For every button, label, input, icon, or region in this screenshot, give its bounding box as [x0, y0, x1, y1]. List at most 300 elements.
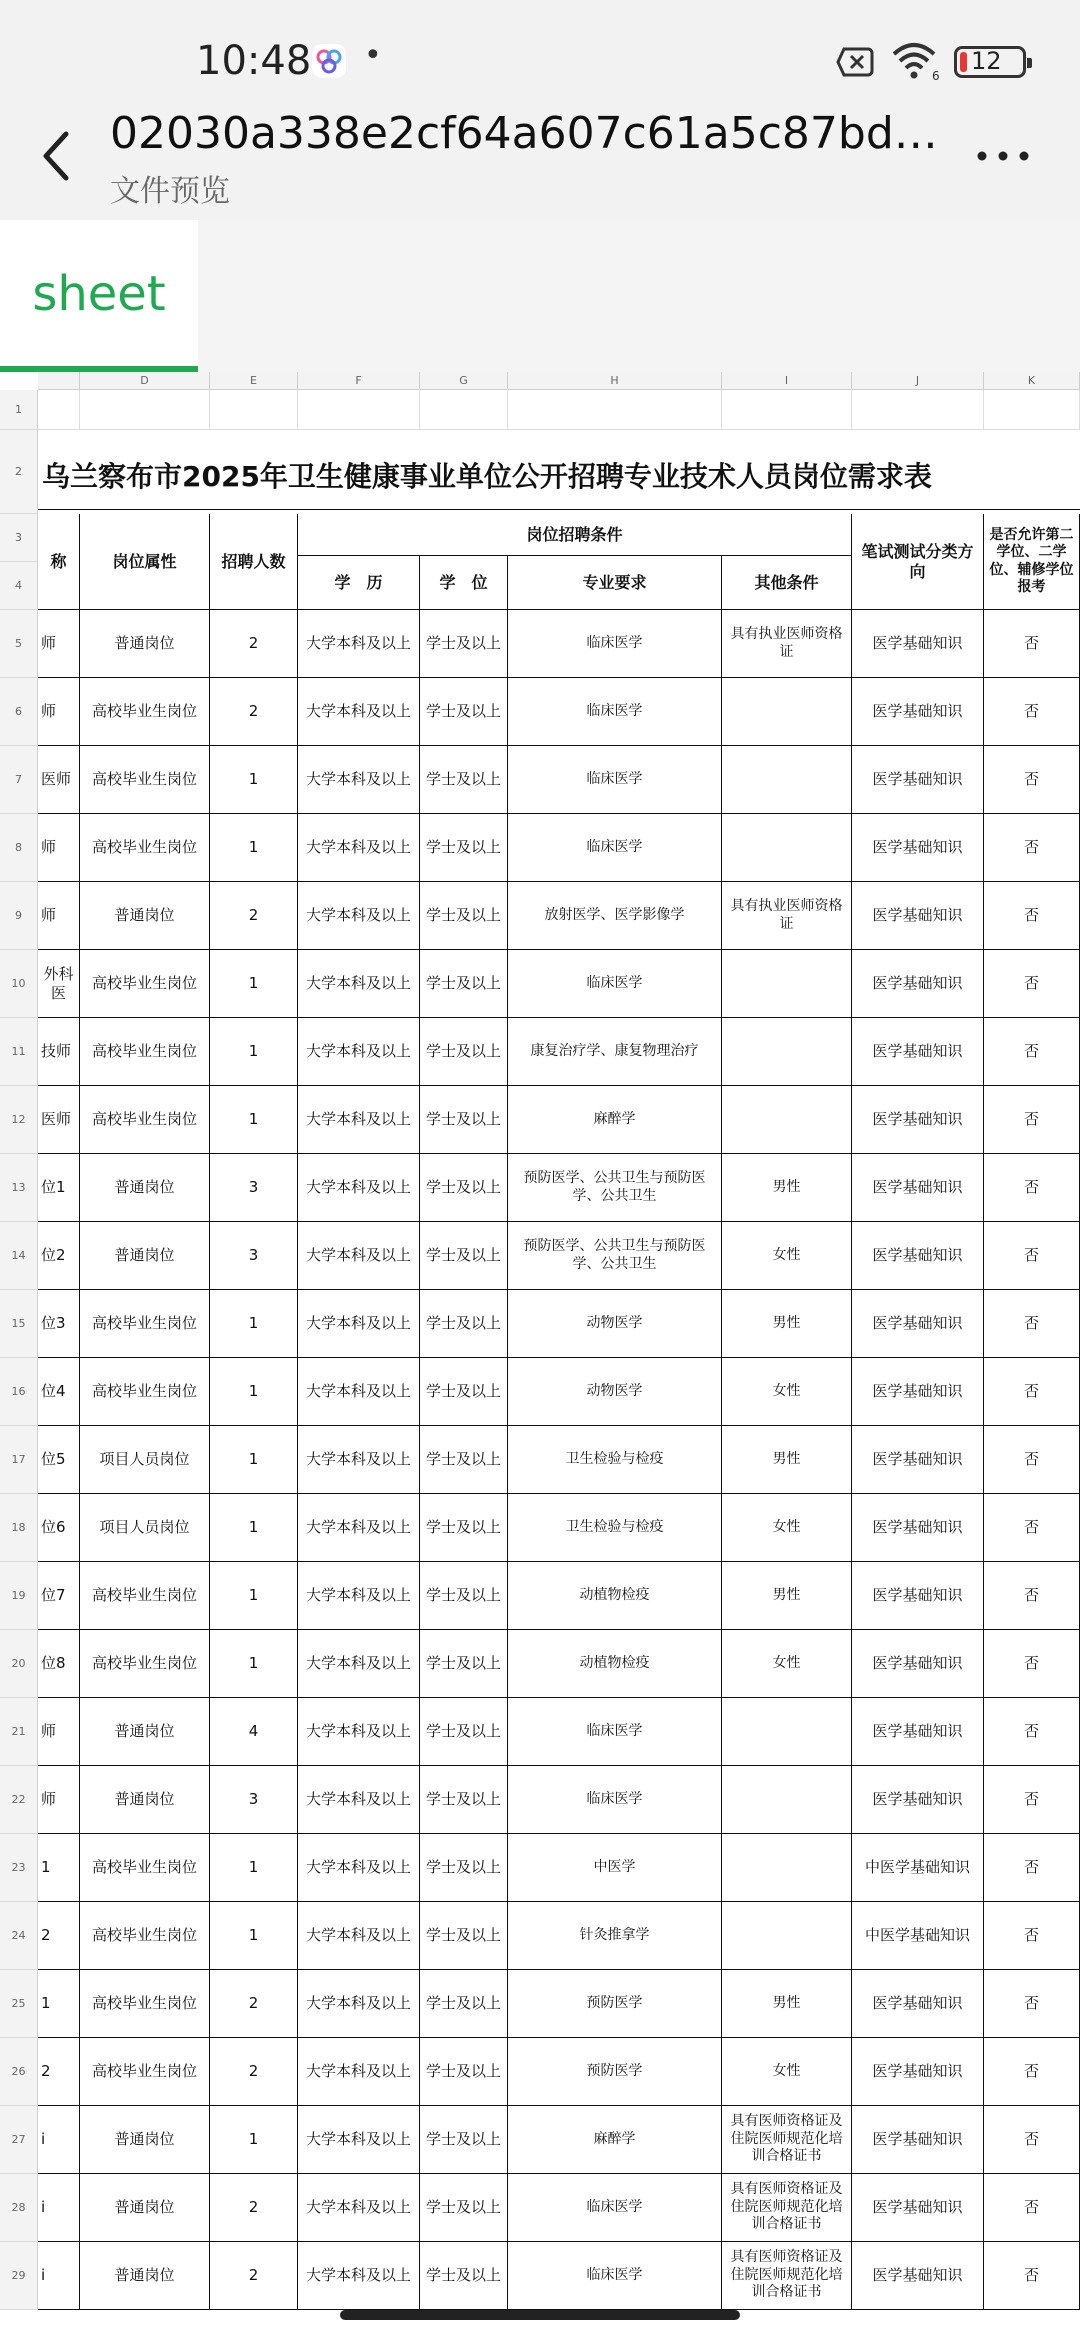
second-degree-cell[interactable]: 否 — [984, 1426, 1080, 1494]
degree-cell[interactable]: 学士及以上 — [420, 678, 508, 746]
other-conditions-cell[interactable]: 具有医师资格证及住院医师规范化培训合格证书 — [722, 2174, 852, 2242]
battery-percent: 12 — [971, 47, 1002, 75]
second-degree-cell[interactable]: 否 — [984, 1018, 1080, 1086]
exam-category-cell[interactable]: 医学基础知识 — [852, 2038, 984, 2106]
post-name-cell[interactable]: i — [38, 2106, 80, 2174]
post-name-cell[interactable]: 师 — [38, 678, 80, 746]
post-name-cell[interactable]: 2 — [38, 2038, 80, 2106]
row-header[interactable]: 15 — [0, 1290, 38, 1358]
degree-cell[interactable]: 学士及以上 — [420, 950, 508, 1018]
column-header-j[interactable]: J — [852, 372, 984, 390]
empty-cell[interactable] — [38, 390, 80, 430]
post-type-cell[interactable]: 普通岗位 — [80, 610, 210, 678]
education-cell[interactable]: 大学本科及以上 — [298, 1290, 420, 1358]
major-cell[interactable]: 预防医学 — [508, 2038, 722, 2106]
second-degree-cell[interactable]: 否 — [984, 1222, 1080, 1290]
post-name-cell[interactable]: 位8 — [38, 1630, 80, 1698]
second-degree-cell[interactable]: 否 — [984, 814, 1080, 882]
tab-sheet[interactable] — [0, 220, 198, 372]
post-type-cell[interactable]: 高校毕业生岗位 — [80, 1018, 210, 1086]
second-degree-cell[interactable]: 否 — [984, 1970, 1080, 2038]
exam-category-cell[interactable]: 医学基础知识 — [852, 610, 984, 678]
row-header[interactable]: 20 — [0, 1630, 38, 1698]
exam-category-cell[interactable]: 医学基础知识 — [852, 1358, 984, 1426]
education-cell[interactable]: 大学本科及以上 — [298, 610, 420, 678]
empty-cell[interactable] — [298, 390, 420, 430]
post-name-cell[interactable]: 医师 — [38, 746, 80, 814]
major-cell[interactable]: 麻醉学 — [508, 1086, 722, 1154]
degree-cell[interactable]: 学士及以上 — [420, 814, 508, 882]
post-type-cell[interactable]: 高校毕业生岗位 — [80, 1902, 210, 1970]
count-cell[interactable]: 2 — [210, 2038, 298, 2106]
exam-category-cell[interactable]: 医学基础知识 — [852, 2174, 984, 2242]
major-cell[interactable]: 预防医学 — [508, 1970, 722, 2038]
post-name-cell[interactable]: i — [38, 2242, 80, 2310]
education-cell[interactable]: 大学本科及以上 — [298, 1222, 420, 1290]
degree-cell[interactable]: 学士及以上 — [420, 1630, 508, 1698]
count-cell[interactable]: 2 — [210, 2174, 298, 2242]
other-conditions-cell[interactable]: 女性 — [722, 1494, 852, 1562]
post-type-cell[interactable]: 高校毕业生岗位 — [80, 678, 210, 746]
spreadsheet-view[interactable] — [0, 372, 1080, 2301]
second-degree-cell[interactable]: 否 — [984, 2174, 1080, 2242]
exam-category-cell[interactable]: 医学基础知识 — [852, 814, 984, 882]
row-header[interactable]: 10 — [0, 950, 38, 1018]
exam-category-cell[interactable]: 医学基础知识 — [852, 1290, 984, 1358]
empty-cell[interactable] — [852, 390, 984, 430]
degree-cell[interactable]: 学士及以上 — [420, 1222, 508, 1290]
education-cell[interactable]: 大学本科及以上 — [298, 1766, 420, 1834]
post-type-cell[interactable]: 普通岗位 — [80, 1222, 210, 1290]
second-degree-cell[interactable]: 否 — [984, 1698, 1080, 1766]
count-cell[interactable]: 1 — [210, 1562, 298, 1630]
column-header-d[interactable]: D — [80, 372, 210, 390]
other-conditions-cell[interactable] — [722, 1834, 852, 1902]
post-name-cell[interactable]: 师 — [38, 610, 80, 678]
post-name-cell[interactable]: 位7 — [38, 1562, 80, 1630]
education-cell[interactable]: 大学本科及以上 — [298, 882, 420, 950]
other-conditions-cell[interactable] — [722, 950, 852, 1018]
education-cell[interactable]: 大学本科及以上 — [298, 2174, 420, 2242]
post-type-cell[interactable]: 普通岗位 — [80, 2106, 210, 2174]
second-degree-cell[interactable]: 否 — [984, 1290, 1080, 1358]
row-header[interactable]: 22 — [0, 1766, 38, 1834]
exam-category-cell[interactable]: 医学基础知识 — [852, 1766, 984, 1834]
post-type-cell[interactable]: 项目人员岗位 — [80, 1494, 210, 1562]
row-header[interactable]: 14 — [0, 1222, 38, 1290]
post-type-cell[interactable]: 普通岗位 — [80, 2174, 210, 2242]
post-name-cell[interactable]: 师 — [38, 814, 80, 882]
other-conditions-cell[interactable]: 具有执业医师资格证 — [722, 882, 852, 950]
navigation-gesture-bar[interactable] — [340, 2310, 740, 2320]
row-header[interactable]: 9 — [0, 882, 38, 950]
post-type-cell[interactable]: 普通岗位 — [80, 1154, 210, 1222]
row-header[interactable]: 5 — [0, 610, 38, 678]
second-degree-cell[interactable]: 否 — [984, 882, 1080, 950]
row-header[interactable]: 25 — [0, 1970, 38, 2038]
column-header-h[interactable]: H — [508, 372, 722, 390]
post-type-cell[interactable]: 高校毕业生岗位 — [80, 814, 210, 882]
education-cell[interactable]: 大学本科及以上 — [298, 746, 420, 814]
back-button[interactable] — [30, 120, 90, 190]
post-type-cell[interactable]: 高校毕业生岗位 — [80, 1086, 210, 1154]
education-cell[interactable]: 大学本科及以上 — [298, 1970, 420, 2038]
post-type-cell[interactable]: 项目人员岗位 — [80, 1426, 210, 1494]
exam-category-cell[interactable]: 医学基础知识 — [852, 746, 984, 814]
degree-cell[interactable]: 学士及以上 — [420, 746, 508, 814]
degree-cell[interactable]: 学士及以上 — [420, 1562, 508, 1630]
other-conditions-cell[interactable]: 具有医师资格证及住院医师规范化培训合格证书 — [722, 2242, 852, 2310]
post-type-cell[interactable]: 普通岗位 — [80, 882, 210, 950]
other-conditions-cell[interactable]: 女性 — [722, 1222, 852, 1290]
back-arrow-icon — [30, 120, 90, 190]
empty-cell[interactable] — [984, 390, 1080, 430]
major-cell[interactable]: 临床医学 — [508, 746, 722, 814]
exam-category-cell[interactable]: 医学基础知识 — [852, 1630, 984, 1698]
other-conditions-cell[interactable] — [722, 814, 852, 882]
degree-cell[interactable]: 学士及以上 — [420, 2174, 508, 2242]
post-name-cell[interactable]: 医师 — [38, 1086, 80, 1154]
count-cell[interactable]: 3 — [210, 1222, 298, 1290]
degree-cell[interactable]: 学士及以上 — [420, 1426, 508, 1494]
second-degree-cell[interactable]: 否 — [984, 610, 1080, 678]
column-header-e[interactable]: E — [210, 372, 298, 390]
second-degree-cell[interactable]: 否 — [984, 2038, 1080, 2106]
column-header-k[interactable]: K — [984, 372, 1080, 390]
post-name-cell[interactable]: 位5 — [38, 1426, 80, 1494]
app-notification-icon — [312, 44, 346, 78]
post-type-cell[interactable]: 普通岗位 — [80, 1698, 210, 1766]
count-cell[interactable]: 1 — [210, 950, 298, 1018]
exam-category-cell[interactable]: 医学基础知识 — [852, 2242, 984, 2310]
degree-cell[interactable]: 学士及以上 — [420, 1086, 508, 1154]
exam-category-cell[interactable]: 医学基础知识 — [852, 1970, 984, 2038]
other-conditions-cell[interactable]: 男性 — [722, 1426, 852, 1494]
row-header[interactable]: 11 — [0, 1018, 38, 1086]
row-header[interactable]: 24 — [0, 1902, 38, 1970]
second-degree-cell[interactable]: 否 — [984, 950, 1080, 1018]
education-cell[interactable]: 大学本科及以上 — [298, 1086, 420, 1154]
education-cell[interactable]: 大学本科及以上 — [298, 950, 420, 1018]
exam-category-cell[interactable]: 中医学基础知识 — [852, 1902, 984, 1970]
count-cell[interactable]: 3 — [210, 1154, 298, 1222]
post-type-cell[interactable]: 高校毕业生岗位 — [80, 1358, 210, 1426]
row-header[interactable]: 17 — [0, 1426, 38, 1494]
post-type-cell[interactable]: 高校毕业生岗位 — [80, 1630, 210, 1698]
education-cell[interactable]: 大学本科及以上 — [298, 678, 420, 746]
empty-cell[interactable] — [722, 390, 852, 430]
column-header-f[interactable]: F — [298, 372, 420, 390]
post-type-cell[interactable]: 高校毕业生岗位 — [80, 2038, 210, 2106]
count-cell[interactable]: 3 — [210, 1766, 298, 1834]
battery-level-fill — [960, 52, 967, 72]
row-header[interactable]: 8 — [0, 814, 38, 882]
post-name-cell[interactable]: 2 — [38, 1902, 80, 1970]
count-cell[interactable]: 1 — [210, 1902, 298, 1970]
status-bar — [0, 0, 1080, 120]
degree-cell[interactable]: 学士及以上 — [420, 1766, 508, 1834]
education-cell[interactable]: 大学本科及以上 — [298, 2038, 420, 2106]
count-cell[interactable]: 2 — [210, 2242, 298, 2310]
exam-category-cell[interactable]: 医学基础知识 — [852, 1426, 984, 1494]
other-conditions-cell[interactable]: 女性 — [722, 1358, 852, 1426]
second-degree-cell[interactable]: 否 — [984, 2106, 1080, 2174]
education-cell[interactable]: 大学本科及以上 — [298, 2106, 420, 2174]
post-name-cell[interactable]: 位3 — [38, 1290, 80, 1358]
other-conditions-cell[interactable] — [722, 1018, 852, 1086]
major-cell[interactable]: 中医学 — [508, 1834, 722, 1902]
major-cell[interactable]: 临床医学 — [508, 2174, 722, 2242]
sheet-tab-bar — [0, 220, 1080, 372]
major-cell[interactable]: 临床医学 — [508, 678, 722, 746]
post-name-cell[interactable]: 位4 — [38, 1358, 80, 1426]
row-header[interactable]: 29 — [0, 2242, 38, 2310]
exam-category-cell[interactable]: 医学基础知识 — [852, 1494, 984, 1562]
post-type-cell[interactable]: 高校毕业生岗位 — [80, 950, 210, 1018]
empty-cell[interactable] — [210, 390, 298, 430]
second-degree-cell[interactable]: 否 — [984, 1766, 1080, 1834]
column-header-post-type: 岗位属性 — [80, 514, 210, 610]
second-degree-cell[interactable]: 否 — [984, 746, 1080, 814]
other-conditions-cell[interactable]: 男性 — [722, 1290, 852, 1358]
post-name-cell[interactable]: 位1 — [38, 1154, 80, 1222]
degree-cell[interactable]: 学士及以上 — [420, 882, 508, 950]
other-conditions-cell[interactable]: 男性 — [722, 1562, 852, 1630]
status-dot: • — [364, 38, 382, 73]
count-cell[interactable]: 2 — [210, 882, 298, 950]
exam-category-cell[interactable]: 医学基础知识 — [852, 2106, 984, 2174]
post-name-cell[interactable]: 师 — [38, 1766, 80, 1834]
column-header-conditions: 岗位招聘条件 — [298, 514, 852, 556]
column-header-count: 招聘人数 — [210, 514, 298, 610]
empty-cell[interactable] — [508, 390, 722, 430]
count-cell[interactable]: 1 — [210, 2106, 298, 2174]
count-cell[interactable]: 1 — [210, 1834, 298, 1902]
wifi-icon — [890, 40, 942, 82]
column-header-c[interactable] — [38, 372, 80, 390]
other-conditions-cell[interactable]: 男性 — [722, 1970, 852, 2038]
education-cell[interactable]: 大学本科及以上 — [298, 2242, 420, 2310]
major-cell[interactable]: 临床医学 — [508, 2242, 722, 2310]
battery-tip — [1027, 58, 1032, 68]
degree-cell[interactable]: 学士及以上 — [420, 1494, 508, 1562]
second-degree-cell[interactable]: 否 — [984, 2242, 1080, 2310]
major-cell[interactable]: 卫生检验与检疫 — [508, 1426, 722, 1494]
major-cell[interactable]: 动植物检疫 — [508, 1562, 722, 1630]
count-cell[interactable]: 4 — [210, 1698, 298, 1766]
degree-cell[interactable]: 学士及以上 — [420, 610, 508, 678]
major-cell[interactable]: 临床医学 — [508, 1698, 722, 1766]
status-time: 10:48 — [196, 38, 312, 84]
row-header[interactable]: 26 — [0, 2038, 38, 2106]
major-cell[interactable]: 康复治疗学、康复物理治疗 — [508, 1018, 722, 1086]
row-header[interactable]: 4 — [0, 562, 38, 610]
row-header[interactable]: 23 — [0, 1834, 38, 1902]
second-degree-cell[interactable]: 否 — [984, 1834, 1080, 1902]
degree-cell[interactable]: 学士及以上 — [420, 2242, 508, 2310]
post-name-cell[interactable]: 师 — [38, 1698, 80, 1766]
no-sim-icon — [836, 46, 876, 78]
major-cell[interactable]: 动植物检疫 — [508, 1630, 722, 1698]
app-header — [0, 108, 1080, 220]
count-cell[interactable]: 1 — [210, 1494, 298, 1562]
post-name-cell[interactable]: 技师 — [38, 1018, 80, 1086]
count-cell[interactable]: 1 — [210, 1086, 298, 1154]
count-cell[interactable]: 1 — [210, 1426, 298, 1494]
second-degree-cell[interactable]: 否 — [984, 1494, 1080, 1562]
post-name-cell[interactable]: 外科医 — [38, 950, 80, 1018]
education-cell[interactable]: 大学本科及以上 — [298, 1426, 420, 1494]
other-conditions-cell[interactable]: 女性 — [722, 2038, 852, 2106]
education-cell[interactable]: 大学本科及以上 — [298, 1358, 420, 1426]
post-type-cell[interactable]: 高校毕业生岗位 — [80, 1290, 210, 1358]
post-type-cell[interactable]: 普通岗位 — [80, 2242, 210, 2310]
row-header[interactable]: 18 — [0, 1494, 38, 1562]
exam-category-cell[interactable]: 医学基础知识 — [852, 1154, 984, 1222]
exam-category-cell[interactable]: 医学基础知识 — [852, 678, 984, 746]
education-cell[interactable]: 大学本科及以上 — [298, 814, 420, 882]
education-cell[interactable]: 大学本科及以上 — [298, 1834, 420, 1902]
post-name-cell[interactable]: 1 — [38, 1834, 80, 1902]
education-cell[interactable]: 大学本科及以上 — [298, 1630, 420, 1698]
count-cell[interactable]: 1 — [210, 1018, 298, 1086]
post-name-cell[interactable]: 师 — [38, 882, 80, 950]
row-header[interactable]: 3 — [0, 514, 38, 562]
degree-cell[interactable]: 学士及以上 — [420, 2106, 508, 2174]
degree-cell[interactable]: 学士及以上 — [420, 1970, 508, 2038]
column-header-other: 其他条件 — [722, 556, 852, 610]
other-conditions-cell[interactable] — [722, 746, 852, 814]
major-cell[interactable]: 临床医学 — [508, 814, 722, 882]
count-cell[interactable]: 1 — [210, 1630, 298, 1698]
post-name-cell[interactable]: 1 — [38, 1970, 80, 2038]
degree-cell[interactable]: 学士及以上 — [420, 1834, 508, 1902]
education-cell[interactable]: 大学本科及以上 — [298, 1698, 420, 1766]
other-conditions-cell[interactable] — [722, 1766, 852, 1834]
post-type-cell[interactable]: 高校毕业生岗位 — [80, 746, 210, 814]
row-header[interactable]: 2 — [0, 430, 38, 514]
row-header[interactable]: 1 — [0, 390, 38, 430]
other-conditions-cell[interactable] — [722, 1902, 852, 1970]
row-header[interactable]: 27 — [0, 2106, 38, 2174]
post-name-cell[interactable]: i — [38, 2174, 80, 2242]
empty-cell[interactable] — [80, 390, 210, 430]
degree-cell[interactable]: 学士及以上 — [420, 1290, 508, 1358]
degree-cell[interactable]: 学士及以上 — [420, 1358, 508, 1426]
row-header[interactable]: 21 — [0, 1698, 38, 1766]
sheet-title: 乌兰察布市2025年卫生健康事业单位公开招聘专业技术人员岗位需求表 — [38, 440, 1080, 510]
column-header-exam: 笔试测试分类方向 — [852, 514, 984, 610]
major-cell[interactable]: 预防医学、公共卫生与预防医学、公共卫生 — [508, 1154, 722, 1222]
more-options-button[interactable] — [968, 120, 1038, 190]
row-header[interactable]: 16 — [0, 1358, 38, 1426]
count-cell[interactable]: 2 — [210, 1970, 298, 2038]
svg-text:6: 6 — [932, 69, 940, 83]
exam-category-cell[interactable]: 医学基础知识 — [852, 1222, 984, 1290]
row-header[interactable]: 13 — [0, 1154, 38, 1222]
row-header[interactable]: 28 — [0, 2174, 38, 2242]
exam-category-cell[interactable]: 医学基础知识 — [852, 882, 984, 950]
column-header-major: 专业要求 — [508, 556, 722, 610]
second-degree-cell[interactable]: 否 — [984, 1358, 1080, 1426]
education-cell[interactable]: 大学本科及以上 — [298, 1494, 420, 1562]
post-name-cell[interactable]: 位2 — [38, 1222, 80, 1290]
major-cell[interactable]: 动物医学 — [508, 1290, 722, 1358]
post-type-cell[interactable]: 高校毕业生岗位 — [80, 1562, 210, 1630]
post-type-cell[interactable]: 高校毕业生岗位 — [80, 1970, 210, 2038]
count-cell[interactable]: 1 — [210, 746, 298, 814]
major-cell[interactable]: 预防医学、公共卫生与预防医学、公共卫生 — [508, 1222, 722, 1290]
degree-cell[interactable]: 学士及以上 — [420, 1698, 508, 1766]
second-degree-cell[interactable]: 否 — [984, 1630, 1080, 1698]
count-cell[interactable]: 1 — [210, 1290, 298, 1358]
major-cell[interactable]: 临床医学 — [508, 1766, 722, 1834]
row-header[interactable]: 6 — [0, 678, 38, 746]
major-cell[interactable]: 临床医学 — [508, 950, 722, 1018]
column-header-g[interactable]: G — [420, 372, 508, 390]
degree-cell[interactable]: 学士及以上 — [420, 1902, 508, 1970]
education-cell[interactable]: 大学本科及以上 — [298, 1902, 420, 1970]
post-name-cell[interactable]: 位6 — [38, 1494, 80, 1562]
column-header-degree: 学 位 — [420, 556, 508, 610]
education-cell[interactable]: 大学本科及以上 — [298, 1018, 420, 1086]
other-conditions-cell[interactable]: 具有执业医师资格证 — [722, 610, 852, 678]
column-header-i[interactable]: I — [722, 372, 852, 390]
exam-category-cell[interactable]: 医学基础知识 — [852, 1018, 984, 1086]
other-conditions-cell[interactable]: 女性 — [722, 1630, 852, 1698]
degree-cell[interactable]: 学士及以上 — [420, 1018, 508, 1086]
major-cell[interactable]: 麻醉学 — [508, 2106, 722, 2174]
second-degree-cell[interactable]: 否 — [984, 1086, 1080, 1154]
second-degree-cell[interactable]: 否 — [984, 1562, 1080, 1630]
major-cell[interactable]: 动物医学 — [508, 1358, 722, 1426]
other-conditions-cell[interactable]: 具有医师资格证及住院医师规范化培训合格证书 — [722, 2106, 852, 2174]
degree-cell[interactable]: 学士及以上 — [420, 2038, 508, 2106]
second-degree-cell[interactable]: 否 — [984, 1902, 1080, 1970]
post-type-cell[interactable]: 普通岗位 — [80, 1766, 210, 1834]
other-conditions-cell[interactable]: 男性 — [722, 1154, 852, 1222]
education-cell[interactable]: 大学本科及以上 — [298, 1154, 420, 1222]
other-conditions-cell[interactable] — [722, 1698, 852, 1766]
second-degree-cell[interactable]: 否 — [984, 1154, 1080, 1222]
count-cell[interactable]: 2 — [210, 610, 298, 678]
exam-category-cell[interactable]: 医学基础知识 — [852, 1698, 984, 1766]
empty-cell[interactable] — [420, 390, 508, 430]
other-conditions-cell[interactable] — [722, 1086, 852, 1154]
count-cell[interactable]: 1 — [210, 1358, 298, 1426]
exam-category-cell[interactable]: 中医学基础知识 — [852, 1834, 984, 1902]
exam-category-cell[interactable]: 医学基础知识 — [852, 1562, 984, 1630]
document-title: 02030a338e2cf64a607c61a5c87bd… — [110, 108, 938, 159]
major-cell[interactable]: 临床医学 — [508, 610, 722, 678]
count-cell[interactable]: 1 — [210, 814, 298, 882]
exam-category-cell[interactable]: 医学基础知识 — [852, 1086, 984, 1154]
post-type-cell[interactable]: 高校毕业生岗位 — [80, 1834, 210, 1902]
document-subtitle: 文件预览 — [110, 174, 230, 209]
row-header[interactable]: 19 — [0, 1562, 38, 1630]
row-header[interactable]: 12 — [0, 1086, 38, 1154]
major-cell[interactable]: 针灸推拿学 — [508, 1902, 722, 1970]
other-conditions-cell[interactable] — [722, 678, 852, 746]
education-cell[interactable]: 大学本科及以上 — [298, 1562, 420, 1630]
exam-category-cell[interactable]: 医学基础知识 — [852, 950, 984, 1018]
degree-cell[interactable]: 学士及以上 — [420, 1154, 508, 1222]
count-cell[interactable]: 2 — [210, 678, 298, 746]
major-cell[interactable]: 放射医学、医学影像学 — [508, 882, 722, 950]
second-degree-cell[interactable]: 否 — [984, 678, 1080, 746]
major-cell[interactable]: 卫生检验与检疫 — [508, 1494, 722, 1562]
row-header[interactable]: 7 — [0, 746, 38, 814]
